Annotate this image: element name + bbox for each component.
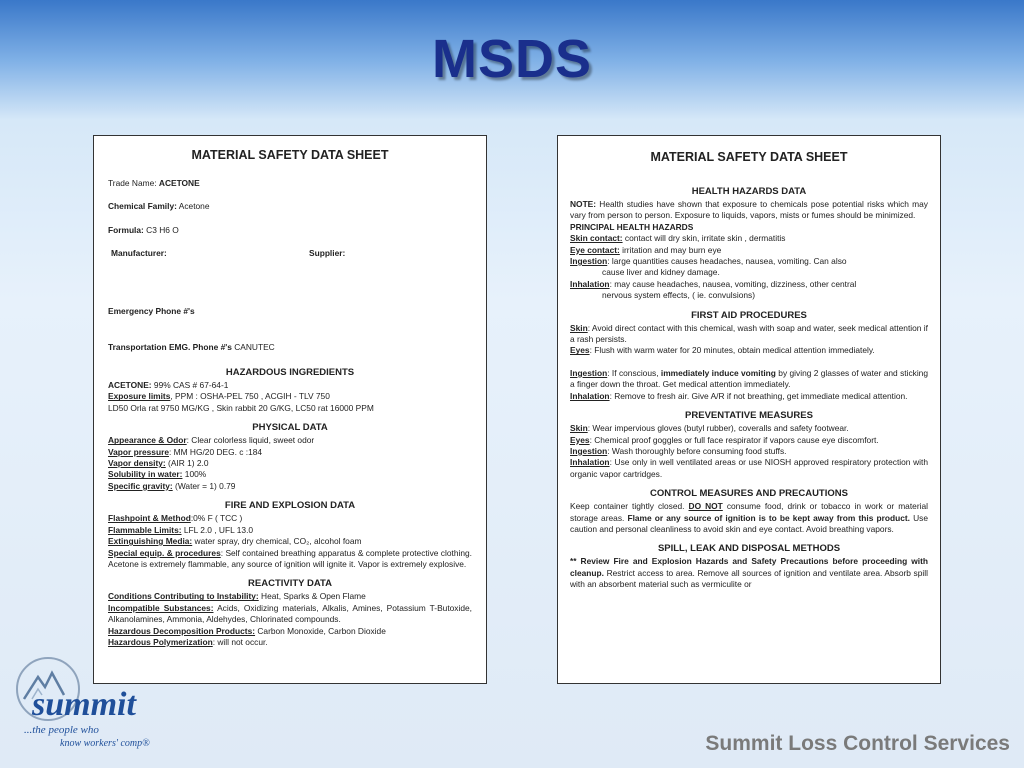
field-label: Ingestion (570, 445, 608, 456)
field-value: : Wear impervious gloves (butyl rubber), coveralls and safety footwear. (587, 423, 849, 434)
phys-line (108, 447, 472, 458)
field-value: Acetone (178, 201, 210, 212)
chemical-family-line (108, 201, 472, 212)
logo-tagline-2: know workers' comp® (60, 738, 150, 749)
react-line (108, 637, 472, 648)
first-aid-line (570, 391, 928, 402)
field-value: : Clear colorless liquid, sweet odor (186, 435, 315, 446)
field-value: : Self contained breathing apparatus & complete protective clothing. Acetone is extremely flammable, any source of ignition will ignite it. Vapor is extremely explosive. (108, 547, 472, 569)
field-value: : large quantities causes headaches, nausea, vomiting. Can also (607, 256, 847, 267)
field-value: Heat, Sparks & Open Flame (258, 591, 366, 602)
field-label: Hazardous Polymerization (108, 636, 213, 647)
react-line (108, 626, 472, 637)
field-value: irritation and may burn eye (619, 244, 722, 255)
summit-logo-graphic (12, 655, 182, 755)
phys-line (108, 481, 472, 492)
supplier-label: Supplier: (309, 248, 346, 259)
hazard-line (570, 256, 928, 267)
field-value: : may cause headaches, nausea, vomiting, dizziness, other central (609, 278, 857, 289)
first-aid-heading: FIRST AID PROCEDURES (691, 309, 807, 321)
field-value: C3 H6 O (146, 224, 179, 235)
field-value: : Wash thoroughly before consuming food stuffs. (607, 445, 787, 456)
first-aid-line (570, 345, 928, 356)
field-value: : MM HG/20 DEG. c :184 (168, 446, 263, 457)
haz-line (108, 380, 472, 391)
field-label: ACETONE: (108, 380, 152, 391)
fire-line (108, 513, 472, 524)
note-line (570, 199, 928, 222)
fire-line (108, 548, 472, 571)
prevent-line (570, 446, 928, 457)
first-aid-line (570, 323, 928, 346)
fire-line (108, 536, 472, 547)
field-label: Inhalation (570, 457, 610, 468)
field-label: Flashpoint & Method (108, 513, 191, 524)
field-label: Ingestion (570, 256, 608, 267)
field-value: Use caution and personal cleanliness to avoid skin and eye contact. Avoid breathing vapors. (570, 512, 928, 534)
field-label: Vapor density: (108, 458, 166, 469)
field-value: : will not occur. (212, 636, 268, 647)
emphasis-text: immediately induce vomiting (660, 367, 776, 378)
health-hazards-heading: HEALTH HAZARDS DATA (691, 186, 807, 197)
physical-data-heading: PHYSICAL DATA (252, 422, 328, 434)
field-value: : Avoid direct contact with this chemical, wash with soap and water, seek medical attention if a rash persists. (570, 322, 928, 345)
field-label: Solubility in water: (108, 469, 183, 480)
field-label: Inhalation (570, 390, 610, 401)
field-label: Incompatible Substances: (108, 602, 214, 613)
field-label: Skin (570, 322, 588, 333)
field-value: Acids, Oxidizing materials, Alkalis, Amines, Potassium T-Butoxide, Alkanolamines, Ammonia, Aldehydes, Chlorinated compounds. (108, 602, 473, 625)
fire-explosion-heading: FIRE AND EXPLOSION DATA (224, 500, 356, 512)
field-label: Eyes (570, 345, 590, 356)
field-label: Inhalation (570, 278, 610, 289)
field-label: Chemical Family: (108, 201, 177, 212)
field-value: (Water = 1) 0.79 (172, 480, 236, 491)
field-label: Vapor pressure (108, 446, 169, 457)
hazard-line (570, 233, 928, 244)
manufacturer-label: Manufacturer: (111, 248, 167, 259)
field-label: Appearance & Odor (108, 435, 187, 446)
field-value: Restrict access to area. Remove all sources of ignition and ventilate area. Absorb spill with an absorbent material such as vermiculite or (570, 567, 928, 590)
haz-line: LD50 Orla rat 9750 MG/KG , Skin rabbit 20 G/KG, LC50 rat 16000 PPM (108, 402, 374, 413)
formula-line (108, 225, 472, 236)
field-value: 99% CAS # 67-64-1 (153, 380, 229, 391)
field-label: Trade Name: (108, 178, 157, 188)
field-label: NOTE: (570, 199, 597, 209)
field-value: :0% F ( TCC ) (190, 513, 243, 524)
field-label: Eyes (570, 434, 590, 445)
field-value: : Remove to fresh air. Give A/R if not breathing, get immediate medical attention. (609, 390, 908, 401)
logo-wordmark: summit (32, 686, 136, 723)
emphasis-text: DO NOT (688, 501, 723, 512)
hazard-line (570, 245, 928, 256)
emergency-phone-line: Emergency Phone #'s (108, 306, 195, 317)
control-measures-heading: CONTROL MEASURES AND PRECAUTIONS (650, 488, 848, 500)
field-value: by giving 2 glasses of water and sticking a finger down the throat. Get medical attention immediately. (570, 367, 928, 390)
sheet-title: MATERIAL SAFETY DATA SHEET (650, 150, 848, 164)
transport-phone-line (108, 342, 472, 353)
field-value: CANUTEC (234, 341, 275, 352)
prevent-line (570, 435, 928, 446)
emphasis-text: Flame or any source of ignition is to be kept away from this product. (627, 512, 910, 523)
field-label: Hazardous Decomposition Products: (108, 625, 256, 636)
preventative-heading: PREVENTATIVE MEASURES (685, 410, 813, 422)
field-label: Skin contact: (570, 233, 623, 244)
react-line (108, 603, 472, 626)
react-line (108, 591, 472, 602)
msds-page-left (93, 135, 487, 684)
phys-line (108, 435, 472, 446)
hazard-line: cause liver and kidney damage. (602, 267, 720, 278)
field-value: 100% (182, 469, 207, 480)
logo-tagline-1: ...the people who (24, 724, 99, 736)
field-label: Exposure limits (108, 391, 171, 402)
field-label: Special equip. & procedures (108, 547, 221, 558)
field-value: : Flush with warm water for 20 minutes, obtain medical attention immediately. (589, 345, 875, 356)
reactivity-heading: REACTIVITY DATA (248, 578, 332, 590)
footer-company-name: Summit Loss Control Services (705, 732, 1010, 755)
field-value: : Chemical proof goggles or full face respirator if vapors cause eye discomfort. (589, 434, 879, 445)
field-label: Specific gravity: (108, 480, 173, 491)
prevent-line (570, 423, 928, 434)
phys-line (108, 458, 472, 469)
msds-page-right (557, 135, 941, 684)
field-label: Skin (570, 423, 588, 434)
fire-line (108, 525, 472, 536)
field-label: Formula: (108, 224, 144, 235)
phys-line (108, 469, 472, 480)
spill-line (570, 556, 928, 590)
slide-title: MSDS (431, 29, 592, 89)
trade-name-line (108, 178, 472, 189)
field-value: : If conscious, (607, 367, 661, 378)
prevent-line (570, 457, 928, 480)
field-label: Extinguishing Media: (108, 536, 193, 547)
principal-hazards-heading: PRINCIPAL HEALTH HAZARDS (570, 221, 694, 232)
field-value: : Use only in well ventilated areas or use NIOSH approved respiratory protection with organic vapor cartridges. (570, 457, 928, 479)
field-label: Flammable Limits: (108, 524, 182, 535)
field-value: Carbon Monoxide, Carbon Dioxide (255, 625, 386, 636)
field-value: Health studies have shown that exposure to chemicals pose potential risks which may vary from person to person. Exposure to liquids, vapors, mists or fumes should be minimized. (570, 199, 928, 221)
control-line (570, 501, 928, 535)
field-value: ACETONE (158, 178, 200, 188)
field-value: water spray, dry chemical, CO₂, alcohol foam (192, 536, 362, 547)
first-aid-line (570, 368, 928, 391)
summit-logo (12, 655, 182, 755)
sheet-title: MATERIAL SAFETY DATA SHEET (191, 148, 389, 162)
spill-heading: SPILL, LEAK AND DISPOSAL METHODS (657, 543, 841, 555)
field-label: Transportation EMG. Phone #'s (108, 341, 232, 352)
hazardous-ingredients-heading: HAZARDOUS INGREDIENTS (225, 367, 355, 379)
field-value: (AIR 1) 2.0 (165, 458, 209, 469)
hazard-line (570, 279, 928, 290)
field-value: LFL 2.0 , UFL 13.0 (181, 524, 254, 535)
hazard-line: nervous system effects, ( ie. convulsions) (602, 290, 755, 301)
haz-line (108, 391, 472, 402)
emphasis-text: ** Review Fire and Explosion Hazards and Safety Precautions before proceeding with cleanup. (570, 556, 928, 578)
field-value: , PPM : OSHA-PEL 750 , ACGIH - TLV 750 (170, 391, 330, 402)
field-label: Ingestion (570, 367, 608, 378)
field-value: Keep container tightly closed. (570, 501, 689, 512)
field-label: Eye contact: (570, 244, 620, 255)
field-value: contact will dry skin, irritate skin , dermatitis (622, 233, 786, 244)
field-label: Conditions Contributing to Instability: (108, 591, 259, 602)
manufacturer-supplier-row (111, 248, 472, 258)
field-value: consume food, drink or tobacco in work or material storage areas. (570, 501, 928, 523)
